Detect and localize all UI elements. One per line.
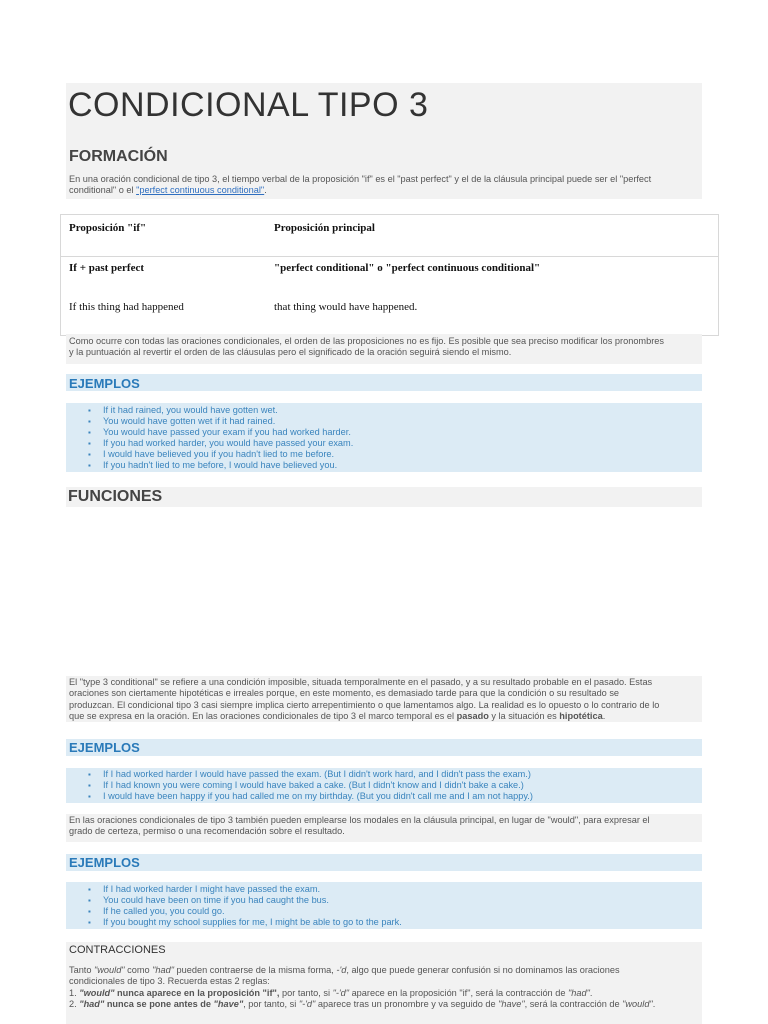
funciones-line: que se expresa en la oración. En las oraciones condicionales de tipo 3 el marco temporal es el — [69, 710, 457, 721]
funciones-paragraph — [69, 677, 709, 722]
rule-number: 1. — [69, 987, 80, 998]
list-item: ▪ If you bought my school supplies for me, I might be able to go to the park. — [68, 917, 402, 928]
rule-text: aparece tras un pronombre y va seguido de — [315, 998, 499, 1009]
list-item: ▪ You could have been on time if you had caught the bus. — [68, 895, 402, 906]
modals-note-line: grado de certeza, permiso o una recomendación sobre el resultado. — [69, 826, 345, 837]
examples-list — [68, 884, 402, 928]
order-note-line: Como ocurre con todas las oraciones condicionales, el orden de las proposiciones no es fijo. Es posible que sea preciso modificar los pronombres — [69, 336, 664, 346]
contracciones-text: condicionales de tipo 3. Recuerda estas 2 reglas: — [69, 976, 270, 987]
formacion-intro-end: . — [264, 185, 267, 196]
would-italic: "would" — [622, 998, 653, 1009]
have-italic: "have" — [498, 998, 525, 1009]
rule-text: aparece en la proposición "if", será la contracción de — [349, 987, 568, 998]
list-item: ▪ I would have been happy if you had called me on my birthday. (But you didn't call me and I am not happy.) — [68, 791, 533, 802]
funciones-line: oraciones son ciertamente hipotéticas e irreales porque, en este momento, es demasiado tarde para que la condición o su resultado se — [69, 688, 620, 699]
would-bold-italic: "would" — [79, 987, 115, 998]
table-cell: "perfect conditional" o "perfect continuous conditional" — [274, 262, 541, 274]
contracciones-text: como — [124, 965, 153, 975]
rule-bold-text: nunca se pone antes de — [104, 998, 214, 1009]
examples-heading-band — [66, 854, 702, 871]
contraction-italic: -'d — [336, 965, 347, 975]
examples-list — [68, 405, 353, 471]
contraction-italic: "-'d" — [298, 998, 316, 1009]
structure-table — [60, 214, 719, 336]
pasado-bold: pasado — [456, 710, 489, 721]
order-note-line: y la puntuación al revertir el orden de las cláusulas pero el significado de la oración seguirá siendo el mismo. — [69, 347, 512, 358]
examples-heading: EJEMPLOS — [69, 855, 140, 870]
rule-text: por tanto, si — [279, 987, 333, 998]
hipotetica-bold: hipotética — [559, 710, 603, 721]
table-header-if: Proposición "if" — [69, 222, 147, 234]
modals-note-line: En las oraciones condicionales de tipo 3 también pueden emplearse los modales en la cláusula principal, en lugar de "would", para expresar el — [69, 815, 650, 825]
contracciones-heading: CONTRACCIONES — [69, 944, 166, 956]
had-bold-italic: "had" — [79, 998, 105, 1009]
examples-heading-band — [66, 739, 702, 756]
rule-text: , será la contracción de — [524, 998, 623, 1009]
rule-number: 2. — [69, 998, 80, 1009]
table-header-main: Proposición principal — [274, 222, 375, 234]
contracciones-text: Tanto — [69, 965, 95, 975]
list-item: ▪ If you had worked harder, you would have passed your exam. — [68, 438, 353, 449]
list-item: ▪ If I had worked harder I would have passed the exam. (But I didn't work hard, and I didn't pass the exam.) — [68, 769, 533, 780]
table-header-row — [61, 215, 718, 257]
contracciones-paragraph — [69, 965, 709, 1010]
examples-list — [68, 769, 533, 802]
perfect-continuous-conditional-link[interactable]: "perfect continuous conditional" — [136, 185, 265, 196]
funciones-heading: FUNCIONES — [68, 488, 163, 505]
modals-note — [69, 815, 709, 838]
order-note — [69, 336, 709, 359]
rule-text: , por tanto, si — [243, 998, 299, 1009]
contracciones-text: pueden contraerse de la misma forma, — [174, 965, 337, 975]
list-item: ▪ If it had rained, you would have gotten wet. — [68, 405, 353, 416]
contracciones-text: , algo que puede generar confusión si no dominamos las oraciones — [346, 965, 620, 975]
list-item: ▪ You would have gotten wet if it had rained. — [68, 416, 353, 427]
list-item: ▪ If he called you, you could go. — [68, 906, 402, 917]
rule-text: . — [589, 987, 593, 998]
have-bold-italic: "have" — [213, 998, 244, 1009]
examples-heading: EJEMPLOS — [69, 376, 140, 391]
had-italic: "had" — [152, 965, 174, 975]
funciones-line: produzcan. El condicional tipo 3 casi siempre implica cierto arrepentimiento o que lamentamos algo. La realidad es lo opuesto o lo contrario de lo — [69, 699, 660, 710]
page-title: CONDICIONAL TIPO 3 — [68, 86, 429, 124]
list-item: ▪ If you hadn't lied to me before, I would have believed you. — [68, 460, 353, 471]
would-italic: "would" — [94, 965, 125, 975]
examples-heading: EJEMPLOS — [69, 740, 140, 755]
list-item: ▪ You would have passed your exam if you had worked harder. — [68, 427, 353, 438]
table-cell: If this thing had happened — [69, 301, 184, 313]
list-item: ▪ I would have believed you if you hadn't lied to me before. — [68, 449, 353, 460]
had-italic: "had" — [568, 987, 590, 998]
formacion-intro-text: En una oración condicional de tipo 3, el tiempo verbal de la proposición "if" es el "past perfect" y el de la cláusula principal puede ser el "perfect conditional" o el — [69, 174, 652, 196]
contraction-italic: "-'d" — [332, 987, 350, 998]
funciones-line: y la situación es — [488, 710, 560, 721]
table-cell: If + past perfect — [69, 262, 144, 274]
examples-heading-band — [66, 374, 702, 391]
list-item: ▪ If I had known you were coming I would have baked a cake. (But I didn't know and I didn't bake a cake.) — [68, 780, 533, 791]
formacion-heading: FORMACIÓN — [69, 148, 168, 165]
table-cell: that thing would have happened. — [274, 301, 418, 313]
rule-bold-text: nunca aparece en la proposición — [114, 987, 263, 998]
rule-text: . — [652, 998, 656, 1009]
formacion-intro — [69, 174, 699, 197]
funciones-line: El "type 3 conditional" se refiere a una condición imposible, situada temporalmente en el pasado, y a su resultado probable en el pasado. Estas — [69, 677, 653, 687]
if-bold: "if", — [262, 987, 280, 998]
list-item: ▪ If I had worked harder I might have passed the exam. — [68, 884, 402, 895]
funciones-line: . — [602, 710, 606, 721]
